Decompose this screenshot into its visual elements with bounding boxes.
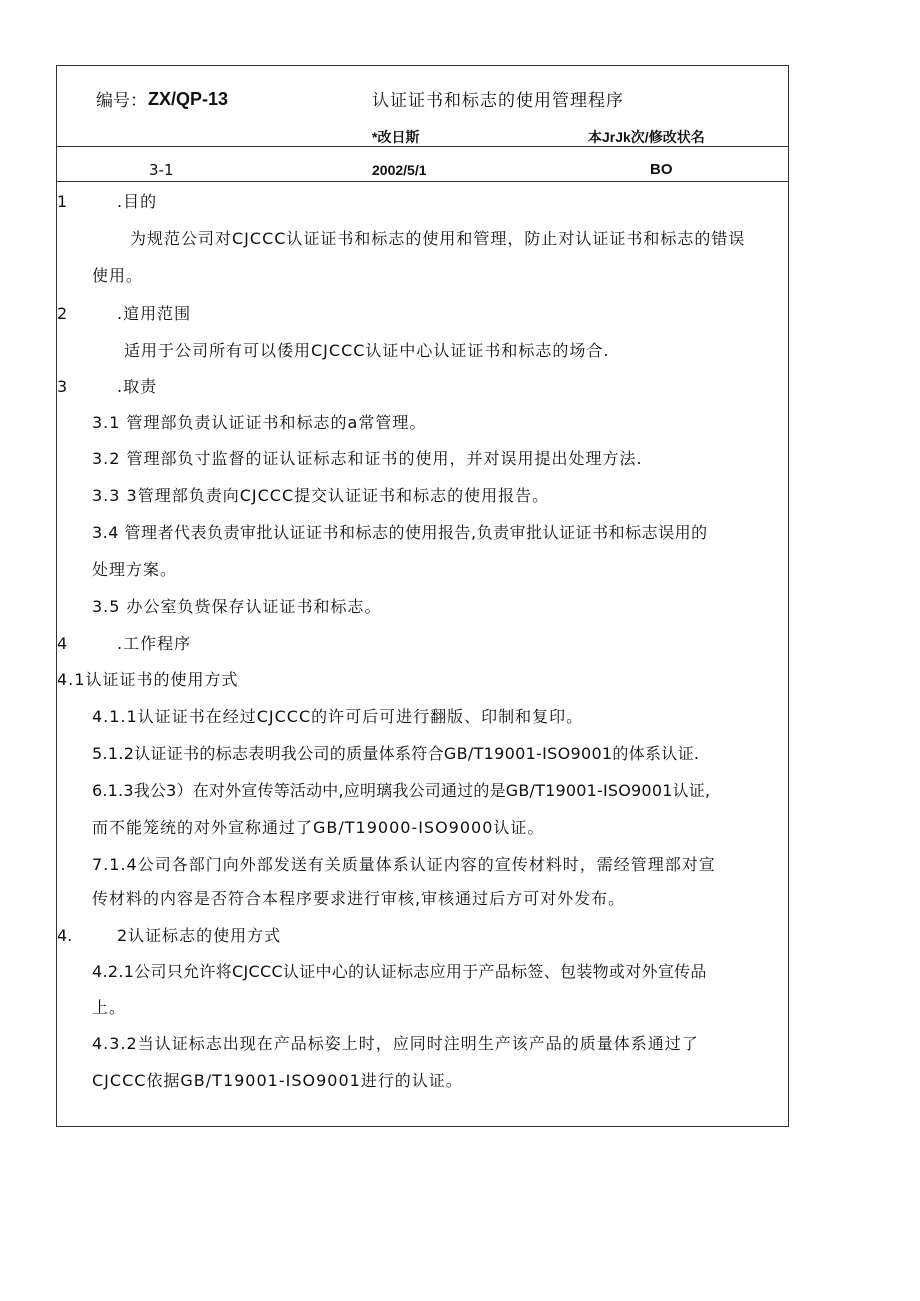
paragraph-line: 7.1.4公司各部门向外部发送有关质量体系认证内容的宣传材料时，需经管理部对宣 [92,855,716,874]
paragraph-line: 3.1 管理部负责认证证书和标志的a常管理。 [92,413,427,432]
doc-code-label: 编号： [96,91,147,111]
subsection-title: 2认证标志的使用方式 [117,926,282,945]
paragraph-line: 上。 [92,998,127,1017]
subsection-number: 4. [57,926,73,945]
doc-code: ZX/QP-13 [148,89,229,109]
section-title: .取责 [117,377,158,396]
paragraph-line: 4.3.2当认证标志出现在产品标姿上时，应同时注明生产该产品的质量体系通过了 [92,1034,699,1053]
section-number: 1 [57,192,68,211]
section-number: 4 [57,634,68,653]
section-title: .逭用范围 [117,304,192,323]
revision-status: BO [650,161,673,178]
revision-status-label: 本JrJk次/修改状名 [588,129,705,145]
paragraph-line: 处理方案。 [92,560,178,579]
paragraph-line: 3.3 3管理部负责向CJCCC提交认证证书和标志的使用报告。 [92,486,550,505]
revision-date-label: *改日斯 [372,129,420,145]
paragraph-line: 4.1.1认证证书在经过CJCCC的许可后可进行翻版、印制和复印。 [92,707,584,726]
section-number: 3 [57,377,68,396]
paragraph-line: 为规范公司对CJCCC认证证书和标志的使用和管理，防止对认证证书和标志的错误 [130,229,746,248]
paragraph-line: 3.4 管理者代表负责审批认证证书和标志的使用报告,负责审批认证证书和标志误用的 [92,523,708,542]
paragraph-line: 传材料的内容是否符合本程序要求进行审核,审核通过后方可对外发布。 [92,889,626,908]
section-title: .工作程序 [117,634,192,653]
doc-title: 认证证书和标志的使用管理程序 [372,91,624,111]
paragraph-line: 5.1.2认证证书的标志表明我公司的质量体系符合GB/T19001-ISO9001的体系认证. [92,744,700,763]
paragraph-line: 使用。 [92,266,144,285]
subsection-title: 4.1认证证书的使用方式 [57,670,239,689]
paragraph-line: 适用于公司所有可以倭用CJCCC认证中心认证证书和标志的场合. [124,341,610,360]
paragraph-line: 6.1.3我公3）在对外宣传等活动中,应明璃我公司通过的是GB/T19001-ISO9001认证, [92,781,711,800]
page-number: 3-1 [149,161,174,179]
paragraph-line: 而不能笼统的对外宣称通过了GB/T19000-ISO9000认证。 [92,818,545,837]
revision-date: 2002/5/1 [372,162,427,178]
section-number: 2 [57,304,68,323]
paragraph-line: 3.5 办公室负赀保存认证证书和标志。 [92,597,382,616]
header-divider-bottom [56,181,789,182]
paragraph-line: 4.2.1公司只允许将CJCCC认证中心的认证标志应用于产品标签、包装物或对外宣传品 [92,962,707,981]
paragraph-line: 3.2 管理部负寸监督的证认证标志和证书的使用，并对误用提出处理方法. [92,449,643,468]
paragraph-line: CJCCC依据GB/T19001-ISO9001进行的认证。 [92,1071,463,1090]
section-title: .目的 [117,192,158,211]
